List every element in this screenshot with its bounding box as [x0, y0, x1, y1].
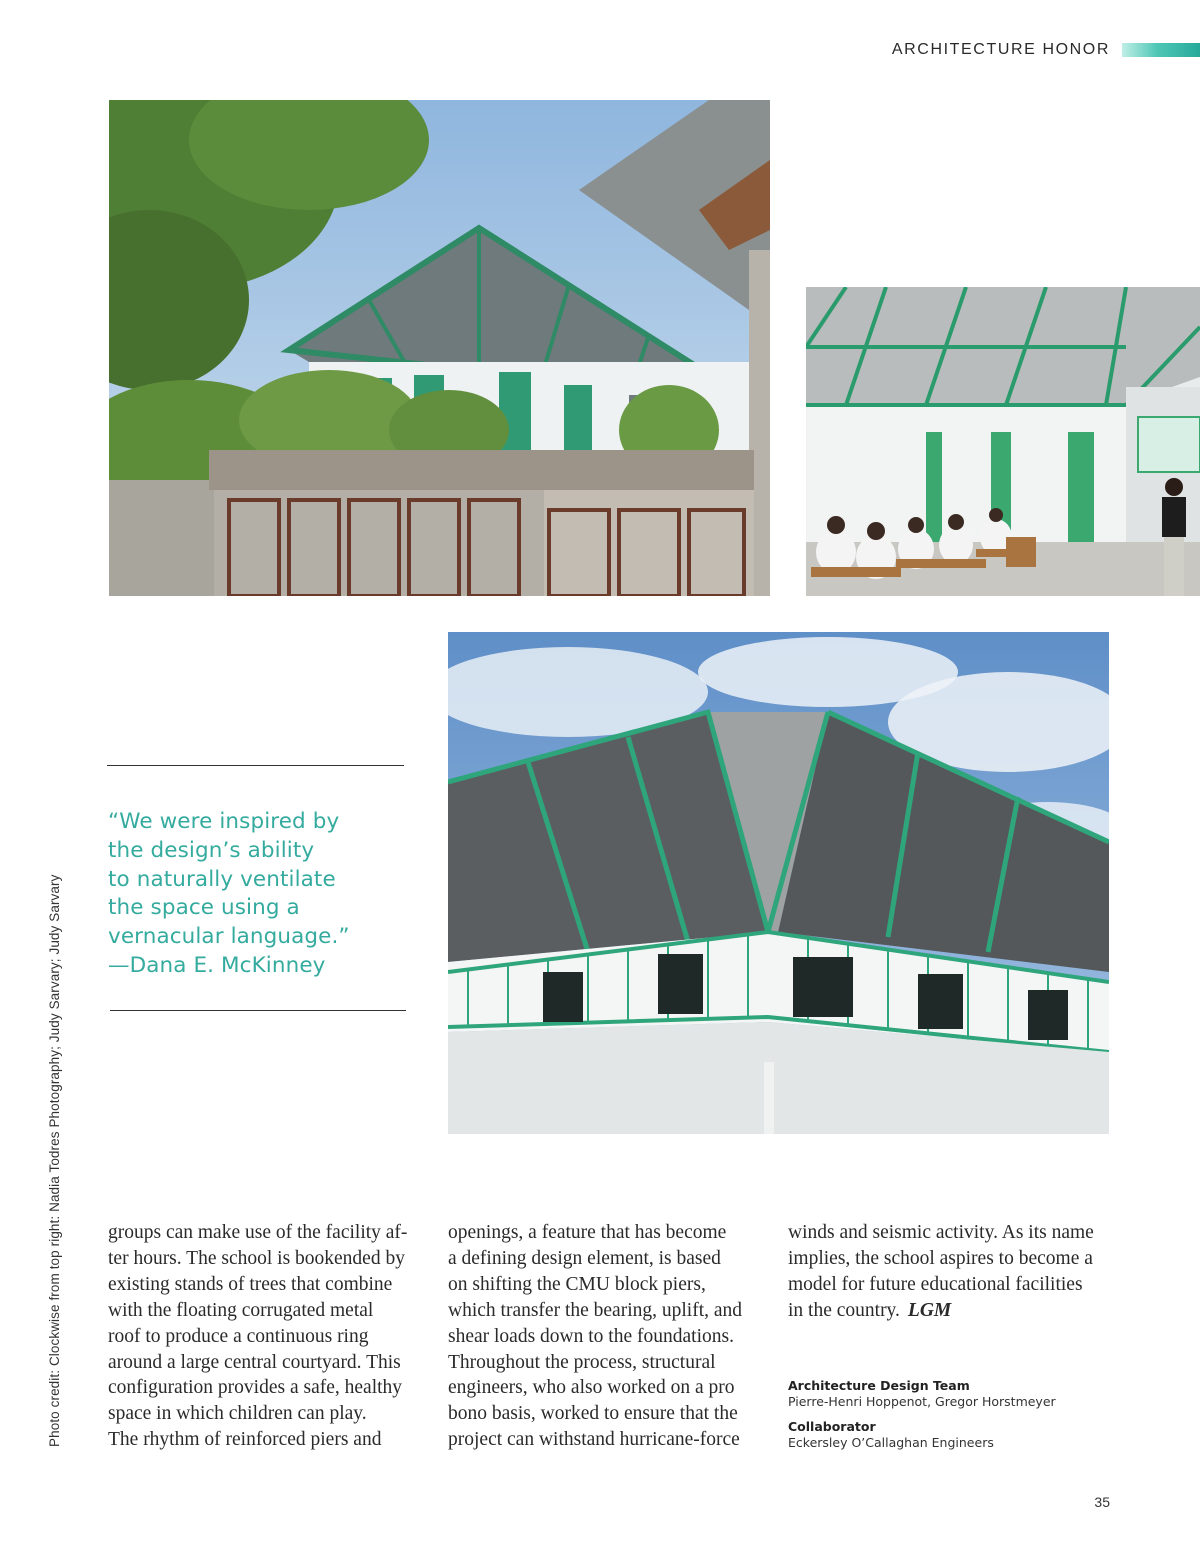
team-heading: Architecture Design Team	[788, 1378, 970, 1393]
photo-roof-corner	[448, 632, 1109, 1134]
page-number: 35	[1094, 1494, 1110, 1510]
photo-classroom-interior	[806, 287, 1200, 596]
author-signature: LGM	[907, 1299, 952, 1321]
body-line: bono basis, worked to ensure that the	[448, 1403, 738, 1425]
body-line: roof to produce a continuous ring	[108, 1325, 369, 1347]
section-label: ARCHITECTURE HONOR	[891, 41, 1110, 58]
collaborator-heading: Collaborator	[788, 1419, 876, 1434]
body-line: around a large central courtyard. This	[108, 1351, 401, 1373]
pull-quote-line: vernacular language.”	[108, 924, 350, 950]
team-names: Pierre-Henri Hoppenot, Gregor Horstmeyer	[788, 1394, 1056, 1409]
pull-quote-line: the space using a	[108, 895, 300, 921]
body-line: groups can make use of the facility af-	[108, 1222, 408, 1243]
body-line: shear loads down to the foundations.	[448, 1325, 734, 1347]
body-line: winds and seismic activity. As its name	[788, 1222, 1094, 1243]
body-line: Throughout the process, structural	[448, 1351, 716, 1373]
quote-rule-top	[107, 765, 404, 766]
pull-quote-line: to naturally ventilate	[108, 866, 336, 892]
body-line: with the floating corrugated metal	[108, 1299, 374, 1321]
collaborator-names: Eckersley O’Callaghan Engineers	[788, 1435, 994, 1450]
pull-quote-line: “We were inspired by	[108, 809, 340, 834]
body-line: project can withstand hurricane-force	[448, 1429, 740, 1451]
body-line: configuration provides a safe, healthy	[108, 1377, 403, 1399]
pull-quote	[108, 808, 408, 981]
pull-quote-line: the design’s ability	[108, 837, 315, 863]
body-column-3	[788, 1220, 1118, 1324]
body-line: model for future educational facilities	[788, 1273, 1083, 1295]
body-line: a defining design element, is based	[448, 1247, 721, 1269]
body-line-last	[788, 1298, 1118, 1324]
body-column-1	[108, 1220, 428, 1453]
body-line: space in which children can play.	[108, 1403, 367, 1425]
body-line: implies, the school aspires to become a	[788, 1247, 1093, 1269]
photo-school-exterior	[109, 100, 770, 596]
body-line: which transfer the bearing, uplift, and	[448, 1299, 743, 1321]
body-column-2	[448, 1220, 768, 1453]
body-line: The rhythm of reinforced piers and	[108, 1429, 382, 1451]
body-line: on shifting the CMU block piers,	[448, 1273, 706, 1295]
quote-rule-bottom	[110, 1010, 406, 1011]
body-line: ter hours. The school is bookended by	[108, 1247, 405, 1269]
pull-quote-attribution: —Dana E. McKinney	[108, 952, 326, 978]
body-line: engineers, who also worked on a pro	[448, 1377, 735, 1399]
body-line-text: in the country.	[788, 1299, 900, 1321]
section-accent-bar	[1122, 43, 1200, 57]
body-line: openings, a feature that has become	[448, 1222, 727, 1243]
photo-credit: Photo credit: Clockwise from top right: Nadia Todres Photography; Judy Sarvary; Judy Sarvary	[47, 874, 62, 1447]
body-line: existing stands of trees that combine	[108, 1273, 393, 1295]
